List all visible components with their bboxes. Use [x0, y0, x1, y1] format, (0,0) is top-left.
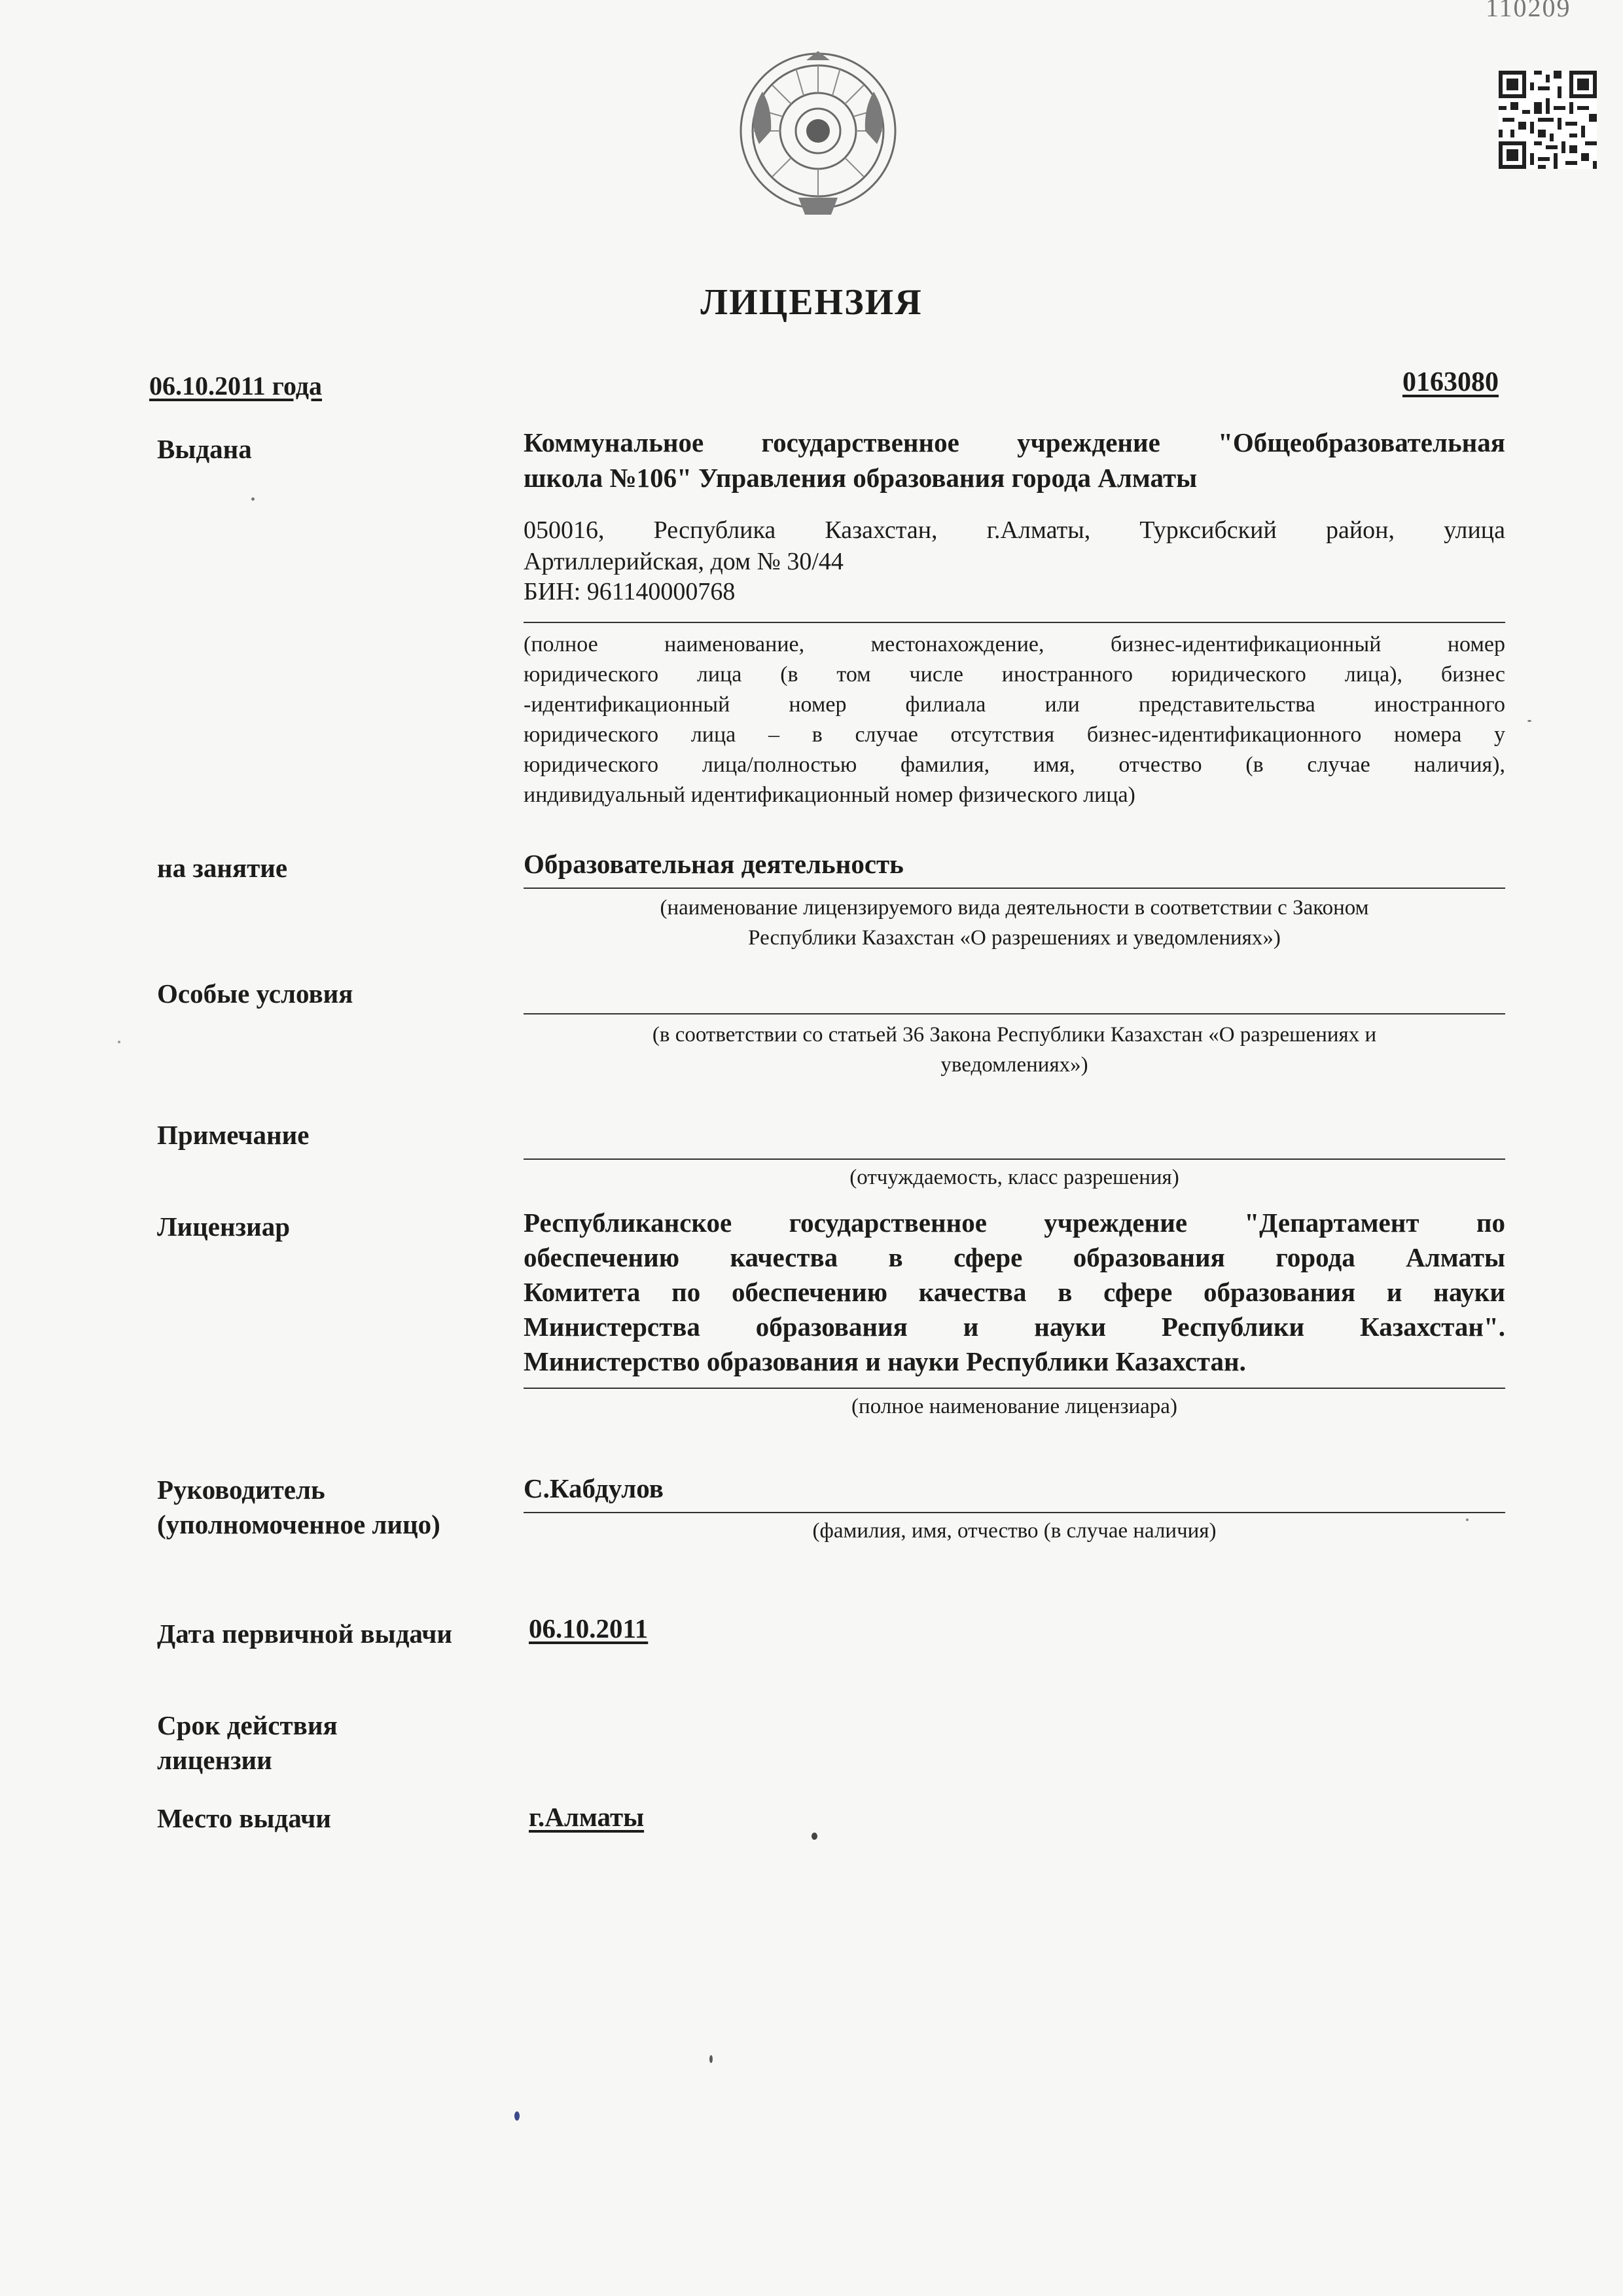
caption-line: уведомлениях»): [940, 1053, 1088, 1077]
caption-line: -идентификационный номер филиала или представительства иностранного: [524, 692, 1505, 717]
first-issue-value: 06.10.2011: [529, 1613, 649, 1643]
caption-line: (наименование лицензируемого вида деятельности в соответствии с Законом: [660, 896, 1369, 920]
caption-line: (полное наименование, местонахождение, бизнес-идентификационный номер: [524, 632, 1505, 656]
place-value: г.Алматы: [529, 1802, 645, 1832]
licensor-line: обеспечению качества в сфере образования города Алматы: [524, 1242, 1505, 1272]
head-caption: (фамилия, имя, отчество (в случае наличия): [812, 1519, 1217, 1543]
issued-to-address-line1: 050016, Республика Казахстан, г.Алматы, Турксибский район, улица: [524, 516, 1505, 544]
state-emblem: [733, 46, 903, 223]
issue-date: 06.10.2011 года: [149, 371, 323, 401]
caption-line: юридического лица – в случае отсутствия бизнес-идентификационного номера у: [524, 723, 1505, 747]
activity-value: Образовательная деятельность: [524, 849, 904, 879]
caption-line: Республики Казахстан «О разрешениях и уведомлениях»): [748, 926, 1281, 950]
special-conditions-label: Особые условия: [157, 978, 353, 1009]
issued-to-caption: [524, 630, 1505, 810]
head-rule: [524, 1512, 1505, 1513]
qr-code: [1499, 71, 1597, 169]
licensor-line: Комитета по обеспечению качества в сфере образования и науки: [524, 1277, 1505, 1307]
licensor-caption: (полное наименование лицензиара): [851, 1395, 1177, 1418]
licensor-line: Республиканское государственное учреждение "Департамент по: [524, 1208, 1505, 1238]
issued-to-name-line2: школа №106" Управления образования города Алматы: [524, 463, 1198, 493]
issued-to-address-line2: Артиллерийская, дом № 30/44: [524, 548, 844, 575]
activity-caption: [524, 893, 1505, 953]
head-value: С.Кабдулов: [524, 1473, 664, 1503]
validity-label-line: лицензии: [157, 1745, 272, 1776]
scan-speck: [812, 1833, 817, 1840]
scan-speck: [1527, 720, 1531, 722]
document-title: ЛИЦЕНЗИЯ: [700, 282, 923, 323]
scan-speck: [251, 497, 255, 501]
scan-speck: [514, 2111, 520, 2121]
note-caption: (отчуждаемость, класс разрешения): [849, 1166, 1179, 1189]
issued-to-rule: [524, 622, 1505, 623]
licensor-text: [524, 1206, 1505, 1379]
scan-speck: [709, 2055, 713, 2063]
licensor-rule: [524, 1388, 1505, 1389]
licensor-line: Министерства образования и науки Республики Казахстан".: [524, 1312, 1505, 1342]
head-label-line: (уполномоченное лицо): [157, 1509, 440, 1540]
special-conditions-rule: [524, 1013, 1505, 1014]
issued-to-label: Выдана: [157, 434, 252, 464]
license-number: 0163080: [1402, 367, 1499, 397]
place-label: Место выдачи: [157, 1803, 331, 1833]
licensor-label: Лицензиар: [157, 1211, 291, 1242]
scan-speck: [118, 1041, 120, 1043]
activity-label: на занятие: [157, 853, 288, 883]
activity-rule: [524, 888, 1505, 889]
note-rule: [524, 1158, 1505, 1160]
validity-label: [157, 1708, 338, 1778]
first-issue-label: Дата первичной выдачи: [157, 1619, 453, 1649]
caption-line: юридического лица/полностью фамилия, имя, отчество (в случае наличия),: [524, 753, 1505, 777]
issued-to-name-line1: Коммунальное государственное учреждение "Общеобразовательная: [524, 427, 1505, 457]
caption-line: индивидуальный идентификационный номер физического лица): [524, 783, 1135, 807]
caption-line: юридического лица (в том числе иностранного юридического лица), бизнес: [524, 662, 1505, 687]
head-label: [157, 1473, 440, 1543]
scan-speck: [1466, 1518, 1469, 1521]
licensor-line: Министерство образования и науки Республики Казахстан.: [524, 1346, 1246, 1376]
note-label: Примечание: [157, 1120, 310, 1150]
issued-to-bin: БИН: 961140000768: [524, 578, 736, 605]
validity-label-line: Срок действия: [157, 1710, 338, 1740]
top-fragment: 110209: [1486, 0, 1571, 22]
caption-line: (в соответствии со статьей 36 Закона Республики Казахстан «О разрешениях и: [652, 1023, 1377, 1047]
special-conditions-caption: [524, 1020, 1505, 1080]
head-label-line: Руководитель: [157, 1475, 325, 1505]
